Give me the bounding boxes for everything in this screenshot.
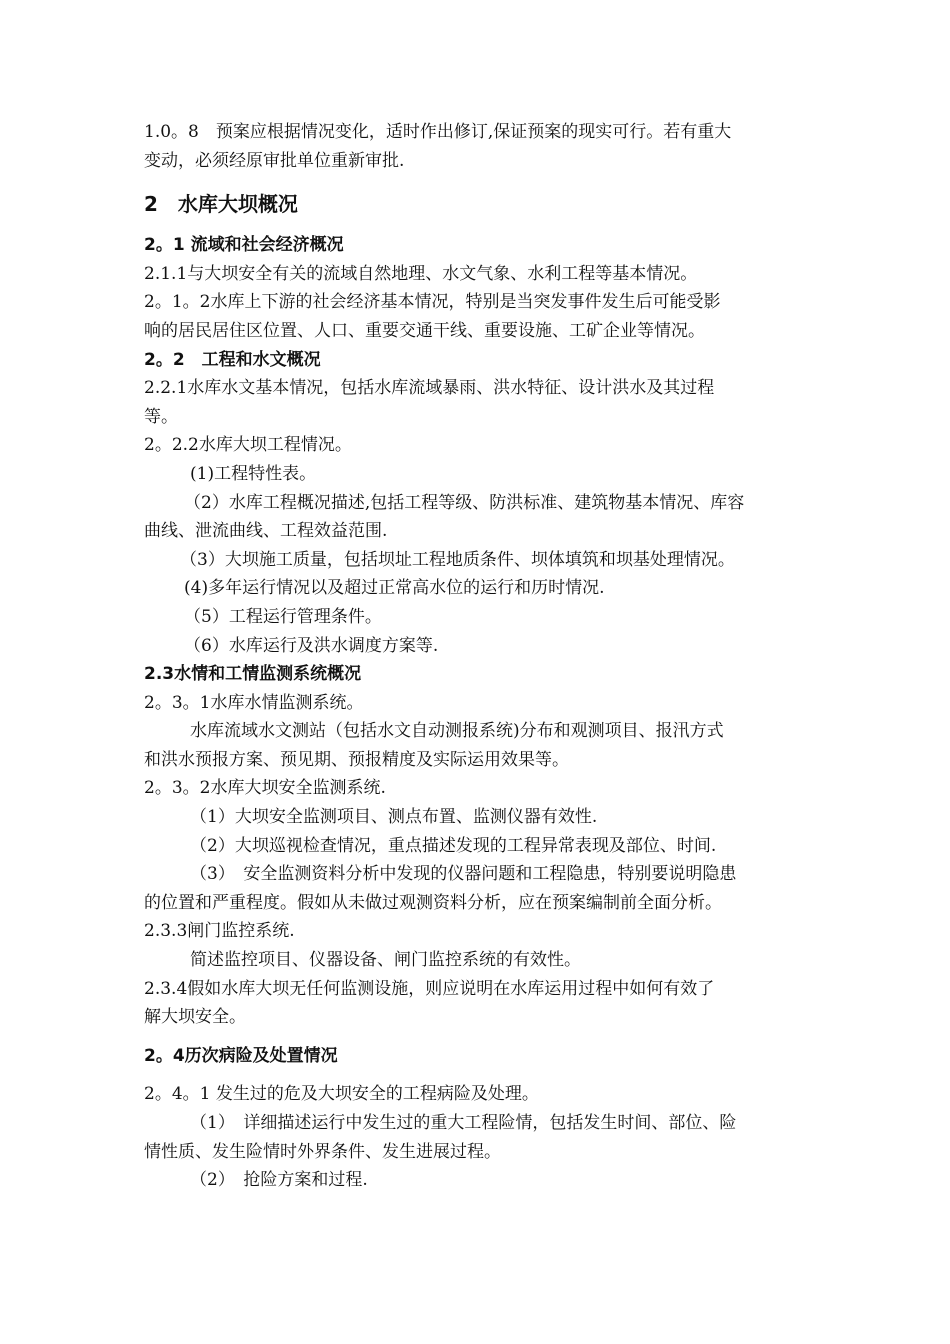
paragraph-line: 水库流域水文测站（包括水文自动测报系统)分布和观测项目、报汛方式 — [190, 721, 724, 742]
list-item: （3）大坝施工质量，包括坝址工程地质条件、坝体填筑和坝基处理情况。 — [180, 549, 735, 570]
paragraph-line: 1.0。8 预案应根据情况变化，适时作出修订,保证预案的现实可行。若有重大 — [144, 122, 732, 142]
list-item: （6）水库运行及洪水调度方案等. — [184, 635, 439, 656]
paragraph-line: 简述监控项目、仪器设备、闸门监控系统的有效性。 — [190, 950, 581, 971]
paragraph-line: 的位置和严重程度。假如从未做过观测资料分析，应在预案编制前全面分析。 — [144, 892, 722, 913]
document-body — [144, 118, 809, 1195]
subsection-heading-2-4: 2。4历次病险及处置情况 — [144, 1045, 338, 1066]
list-item: （5）工程运行管理条件。 — [184, 606, 382, 627]
paragraph-line: 2。3。2水库大坝安全监测系统. — [144, 778, 386, 799]
paragraph-line: 2。3。1水库水情监测系统。 — [144, 692, 364, 713]
subsection-heading-2-1: 2。1 流域和社会经济概况 — [144, 235, 344, 256]
subsection-heading-2-2: 2。2 工程和水文概况 — [144, 349, 321, 370]
paragraph-line: 响的居民居住区位置、人口、重要交通干线、重要设施、工矿企业等情况。 — [144, 320, 705, 341]
list-item: (4)多年运行情况以及超过正常高水位的运行和历时情况. — [184, 578, 605, 599]
paragraph-line: 解大坝安全。 — [144, 1007, 246, 1028]
paragraph-line: 2.2.1水库水文基本情况，包括水库流域暴雨、洪水特征、设计洪水及其过程 — [144, 378, 715, 399]
list-item: （2） 抢险方案和过程. — [190, 1170, 368, 1191]
paragraph-line: 2。4。1 发生过的危及大坝安全的工程病险及处理。 — [144, 1084, 539, 1105]
paragraph-line: 等。 — [144, 406, 178, 427]
paragraph-line: 2.3.4假如水库大坝无任何监测设施，则应说明在水库运用过程中如何有效了 — [144, 978, 715, 999]
paragraph-line: 和洪水预报方案、预见期、预报精度及实际运用效果等。 — [144, 749, 569, 770]
spacer — [144, 1070, 809, 1080]
list-item: （1） 详细描述运行中发生过的重大工程险情，包括发生时间、部位、险 — [190, 1113, 737, 1133]
list-item: （1）大坝安全监测项目、测点布置、监测仪器有效性. — [190, 807, 598, 828]
paragraph-line: 2。2.2水库大坝工程情况。 — [144, 435, 352, 456]
list-item: （2）大坝巡视检查情况，重点描述发现的工程异常表现及部位、时间. — [190, 835, 717, 856]
list-item: (1)工程特性表。 — [190, 463, 317, 484]
paragraph-line: 2.3.3闸门监控系统. — [144, 921, 295, 942]
paragraph-line: 2.1.1与大坝安全有关的流域自然地理、水文气象、水利工程等基本情况。 — [144, 263, 698, 284]
list-item: （3） 安全监测资料分析中发现的仪器问题和工程隐患，特别要说明隐患 — [190, 864, 737, 885]
spacer — [144, 1032, 809, 1042]
list-item: （2）水库工程概况描述,包括工程等级、防洪标准、建筑物基本情况、库容 — [184, 492, 745, 513]
paragraph-line: 曲线、泄流曲线、工程效益范围. — [144, 521, 388, 542]
paragraph-line: 2。1。2水库上下游的社会经济基本情况，特别是当突发事件发生后可能受影 — [144, 292, 721, 313]
subsection-heading-2-3: 2.3水情和工情监测系统概况 — [144, 664, 362, 685]
paragraph-line: 变动，必须经原审批单位重新审批. — [144, 150, 405, 171]
section-heading-2: 2 水库大坝概况 — [144, 192, 298, 217]
paragraph-line: 情性质、发生险情时外界条件、发生进展过程。 — [144, 1141, 501, 1162]
